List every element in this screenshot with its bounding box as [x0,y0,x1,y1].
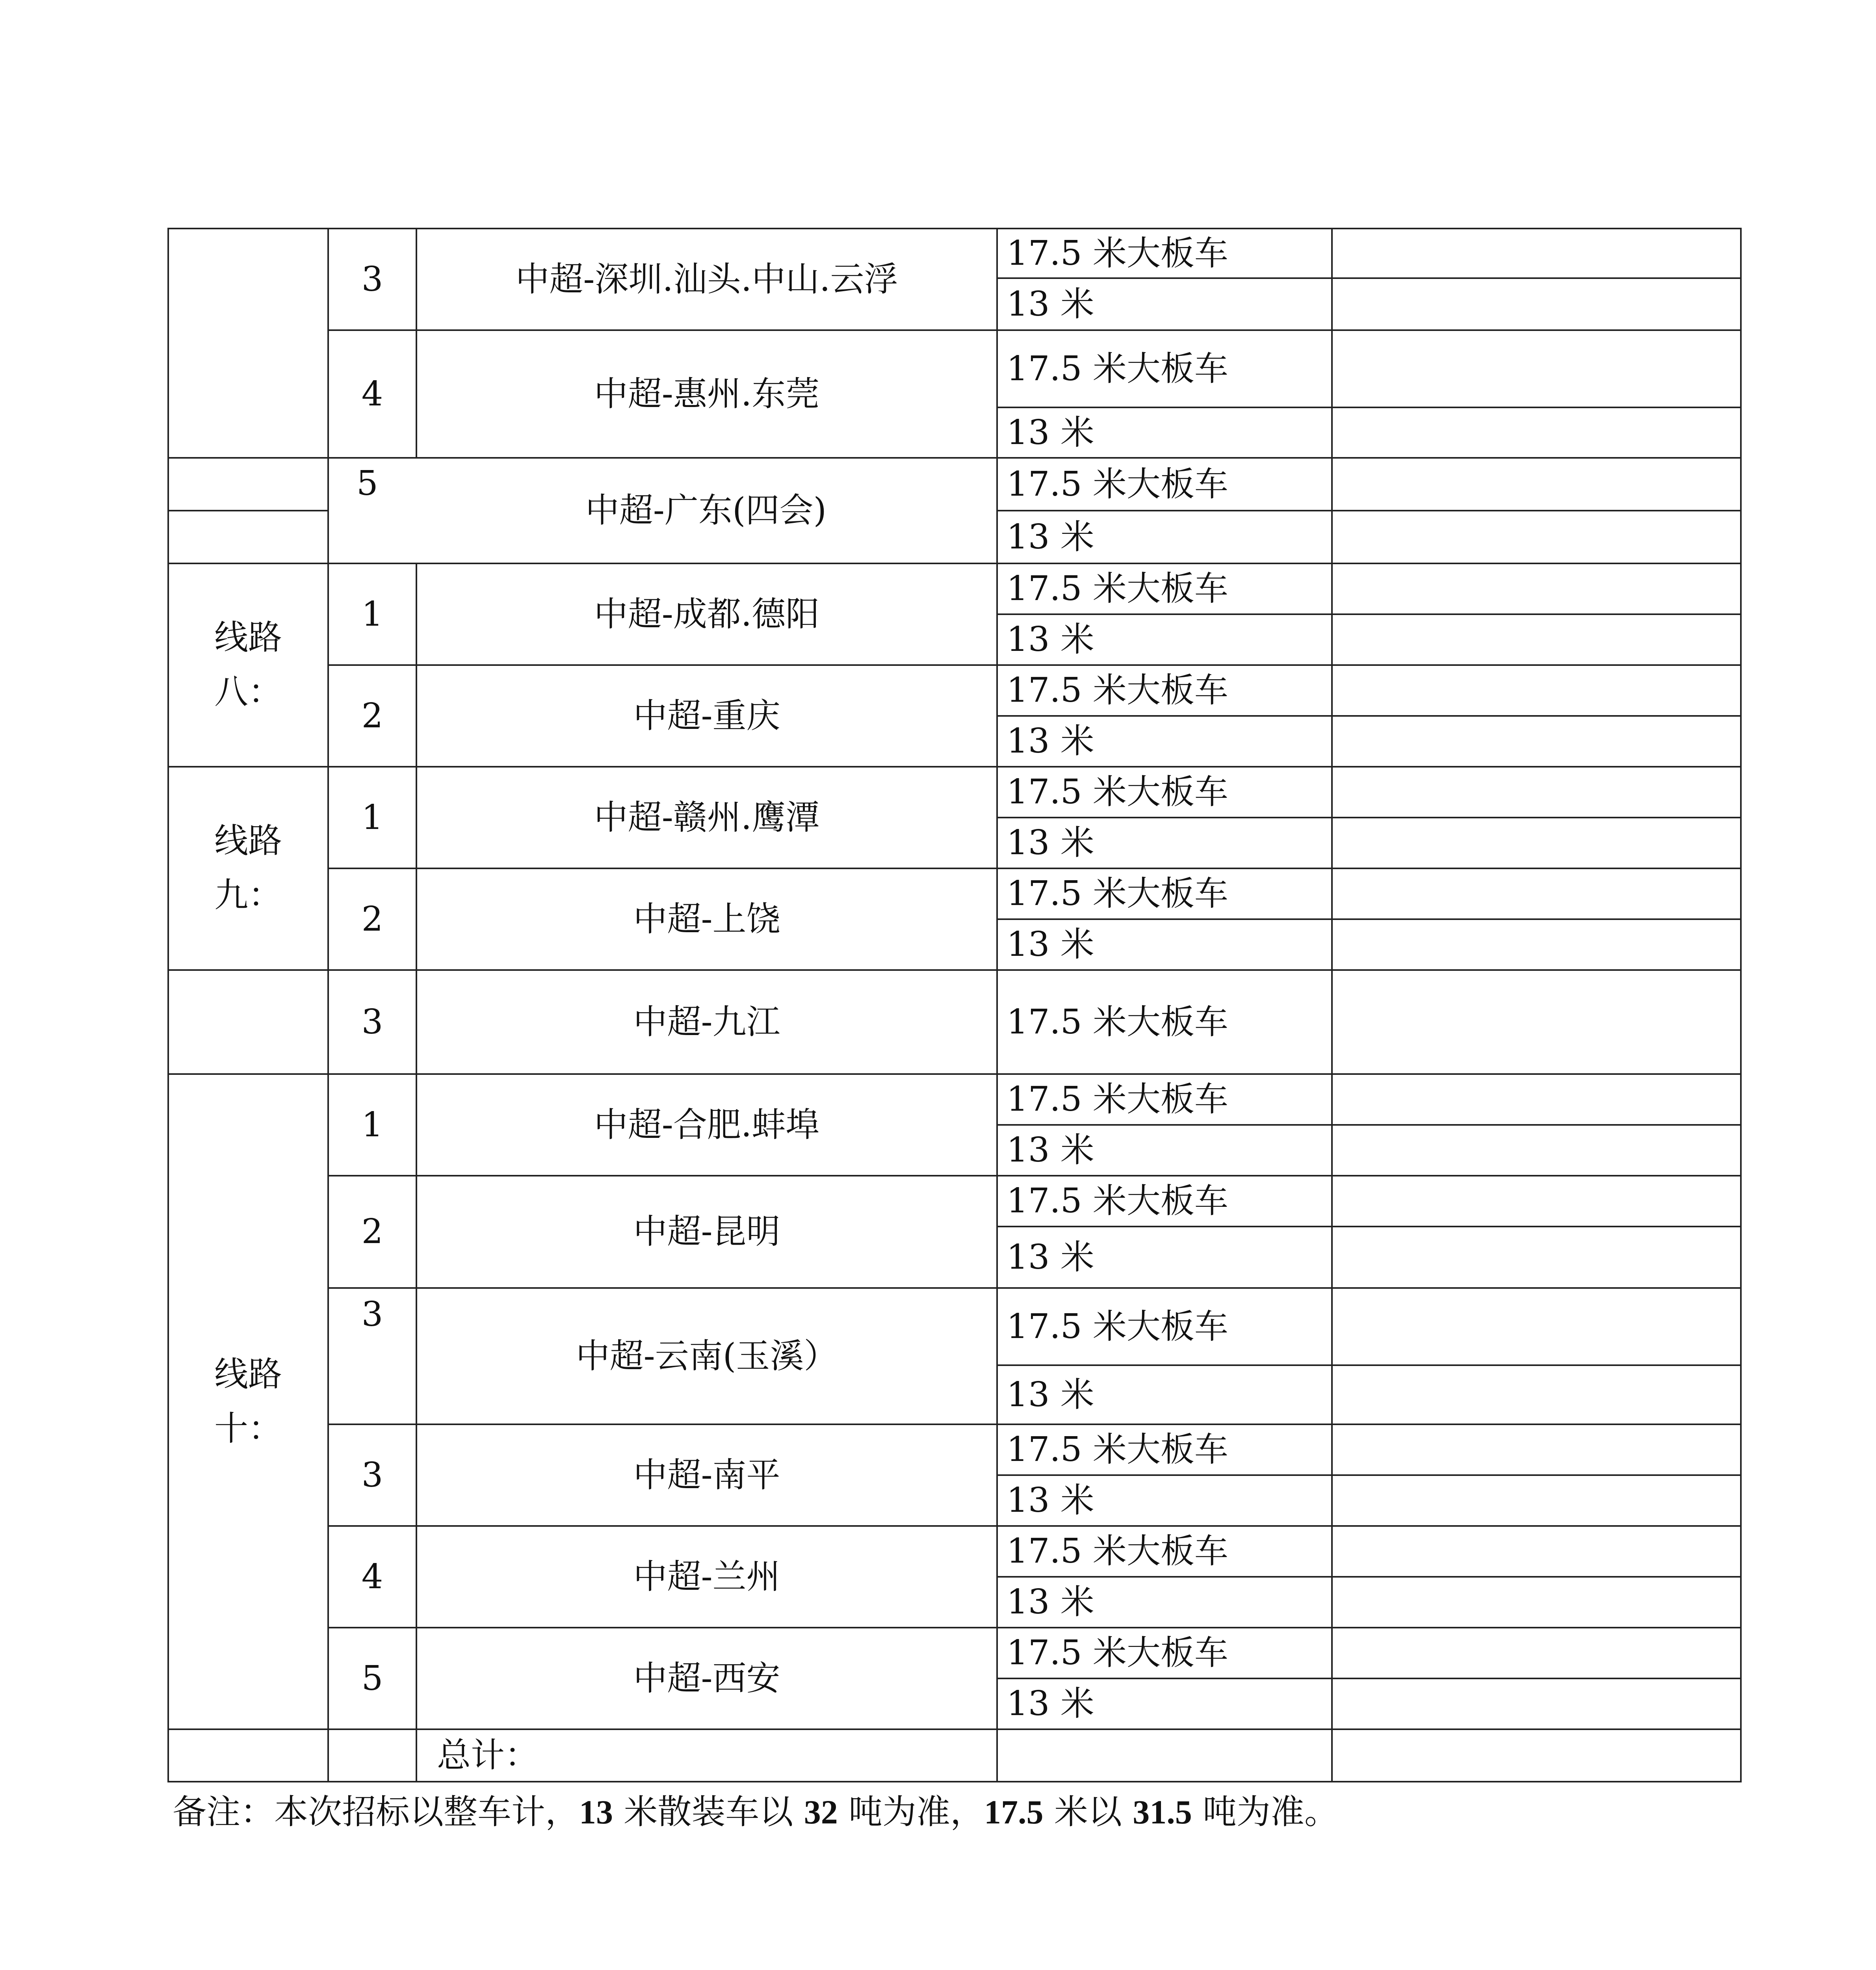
price-cell [1332,665,1741,716]
route-name: 中超-合肥.蚌埠 [416,1074,997,1176]
price-cell [1332,1125,1741,1176]
price-cell [1332,716,1741,767]
note-number: 32 [804,1793,838,1831]
line-label: 线路 十： [168,1074,328,1729]
line-label-cell [168,970,328,1074]
route-name: 中超-南平 [416,1424,997,1526]
line-label: 线路 八： [168,563,328,767]
price-cell [1332,818,1741,868]
freight-bid-table [167,228,1742,1782]
truck-type: 17.5 米大板车 [997,229,1332,278]
note-text: 备注：本次招标以整车计， [173,1792,579,1832]
note-number: 13 [579,1793,613,1831]
line-label: 线路 九： [168,767,328,970]
price-cell [1332,767,1741,818]
route-name: 中超-云南(玉溪） [416,1288,997,1424]
note-number: 17.5 [984,1793,1044,1831]
price-cell [1332,229,1741,278]
note-text: 米以 [1043,1792,1133,1832]
truck-type: 17.5 米大板车 [997,767,1332,818]
price-cell [1332,1288,1741,1365]
truck-type: 13 米 [997,511,1332,563]
route-name: 中超-惠州.东莞 [416,330,997,458]
truck-type: 13 米 [997,407,1332,458]
total-label: 总计： [416,1729,997,1782]
route-no: 3 [328,1288,416,1424]
truck-type: 13 米 [997,614,1332,665]
truck-type: 17.5 米大板车 [997,1176,1332,1227]
truck-type: 13 米 [997,278,1332,330]
route-no: 4 [328,330,416,458]
line-label-cell [168,458,328,511]
route-no: 4 [328,1526,416,1628]
price-cell [1332,1365,1741,1424]
route-name: 中超-兰州 [416,1526,997,1628]
price-cell [1332,511,1741,563]
truck-type: 13 米 [997,1475,1332,1526]
truck-type: 13 米 [997,1678,1332,1729]
price-cell [1332,1475,1741,1526]
route-no: 1 [328,563,416,665]
price-cell [1332,1577,1741,1628]
route-no: 3 [328,970,416,1074]
route-no: 5 [357,464,378,503]
total-value-cell [997,1729,1332,1782]
route-no: 2 [328,1176,416,1288]
note-text: 米散装车以 [613,1792,804,1832]
route-name: 中超-广东(四会) [585,491,827,530]
truck-type: 13 米 [997,1227,1332,1288]
route-name: 中超-上饶 [416,868,997,970]
total-value-cell [1332,1729,1741,1782]
route-no: 5 [328,1628,416,1729]
truck-type: 13 米 [997,818,1332,868]
route-name: 中超-重庆 [416,665,997,767]
price-cell [1332,970,1741,1074]
route-no: 3 [328,1424,416,1526]
price-cell [1332,919,1741,970]
route-no: 3 [328,229,416,330]
merged-route-cell [328,458,997,563]
price-cell [1332,1074,1741,1125]
price-cell [1332,614,1741,665]
truck-type: 13 米 [997,1365,1332,1424]
price-cell [1332,868,1741,919]
line-label-cell [168,511,328,563]
remark-note [173,1792,1338,1832]
truck-type: 17.5 米大板车 [997,1288,1332,1365]
route-no: 1 [328,1074,416,1176]
price-cell [1332,1227,1741,1288]
truck-type: 17.5 米大板车 [997,1628,1332,1678]
route-no: 1 [328,767,416,868]
note-text: 吨为准。 [1192,1792,1339,1832]
price-cell [1332,1628,1741,1678]
price-cell [1332,1526,1741,1577]
route-name: 中超-成都.德阳 [416,563,997,665]
truck-type: 17.5 米大板车 [997,1526,1332,1577]
price-cell [1332,278,1741,330]
truck-type: 17.5 米大板车 [997,458,1332,511]
route-name: 中超-昆明 [416,1176,997,1288]
price-cell [1332,330,1741,407]
total-empty-cell [168,1729,328,1782]
price-cell [1332,407,1741,458]
truck-type: 13 米 [997,716,1332,767]
truck-type: 13 米 [997,1577,1332,1628]
route-no: 2 [328,665,416,767]
price-cell [1332,1678,1741,1729]
route-name: 中超-九江 [416,970,997,1074]
truck-type: 17.5 米大板车 [997,563,1332,614]
truck-type: 17.5 米大板车 [997,1074,1332,1125]
route-name: 中超-深圳.汕头.中山.云浮 [416,229,997,330]
route-no: 2 [328,868,416,970]
truck-type: 17.5 米大板车 [997,1424,1332,1475]
route-name: 中超-赣州.鹰潭 [416,767,997,868]
truck-type: 17.5 米大板车 [997,330,1332,407]
price-cell [1332,563,1741,614]
note-text: 吨为准， [838,1792,984,1832]
route-name: 中超-西安 [416,1628,997,1729]
truck-type: 17.5 米大板车 [997,868,1332,919]
truck-type: 17.5 米大板车 [997,665,1332,716]
truck-type: 13 米 [997,1125,1332,1176]
price-cell [1332,1424,1741,1475]
price-cell [1332,1176,1741,1227]
note-number: 31.5 [1133,1793,1192,1831]
line-label-cell [168,229,328,458]
truck-type: 17.5 米大板车 [997,970,1332,1074]
price-cell [1332,458,1741,511]
total-empty-cell [328,1729,416,1782]
truck-type: 13 米 [997,919,1332,970]
